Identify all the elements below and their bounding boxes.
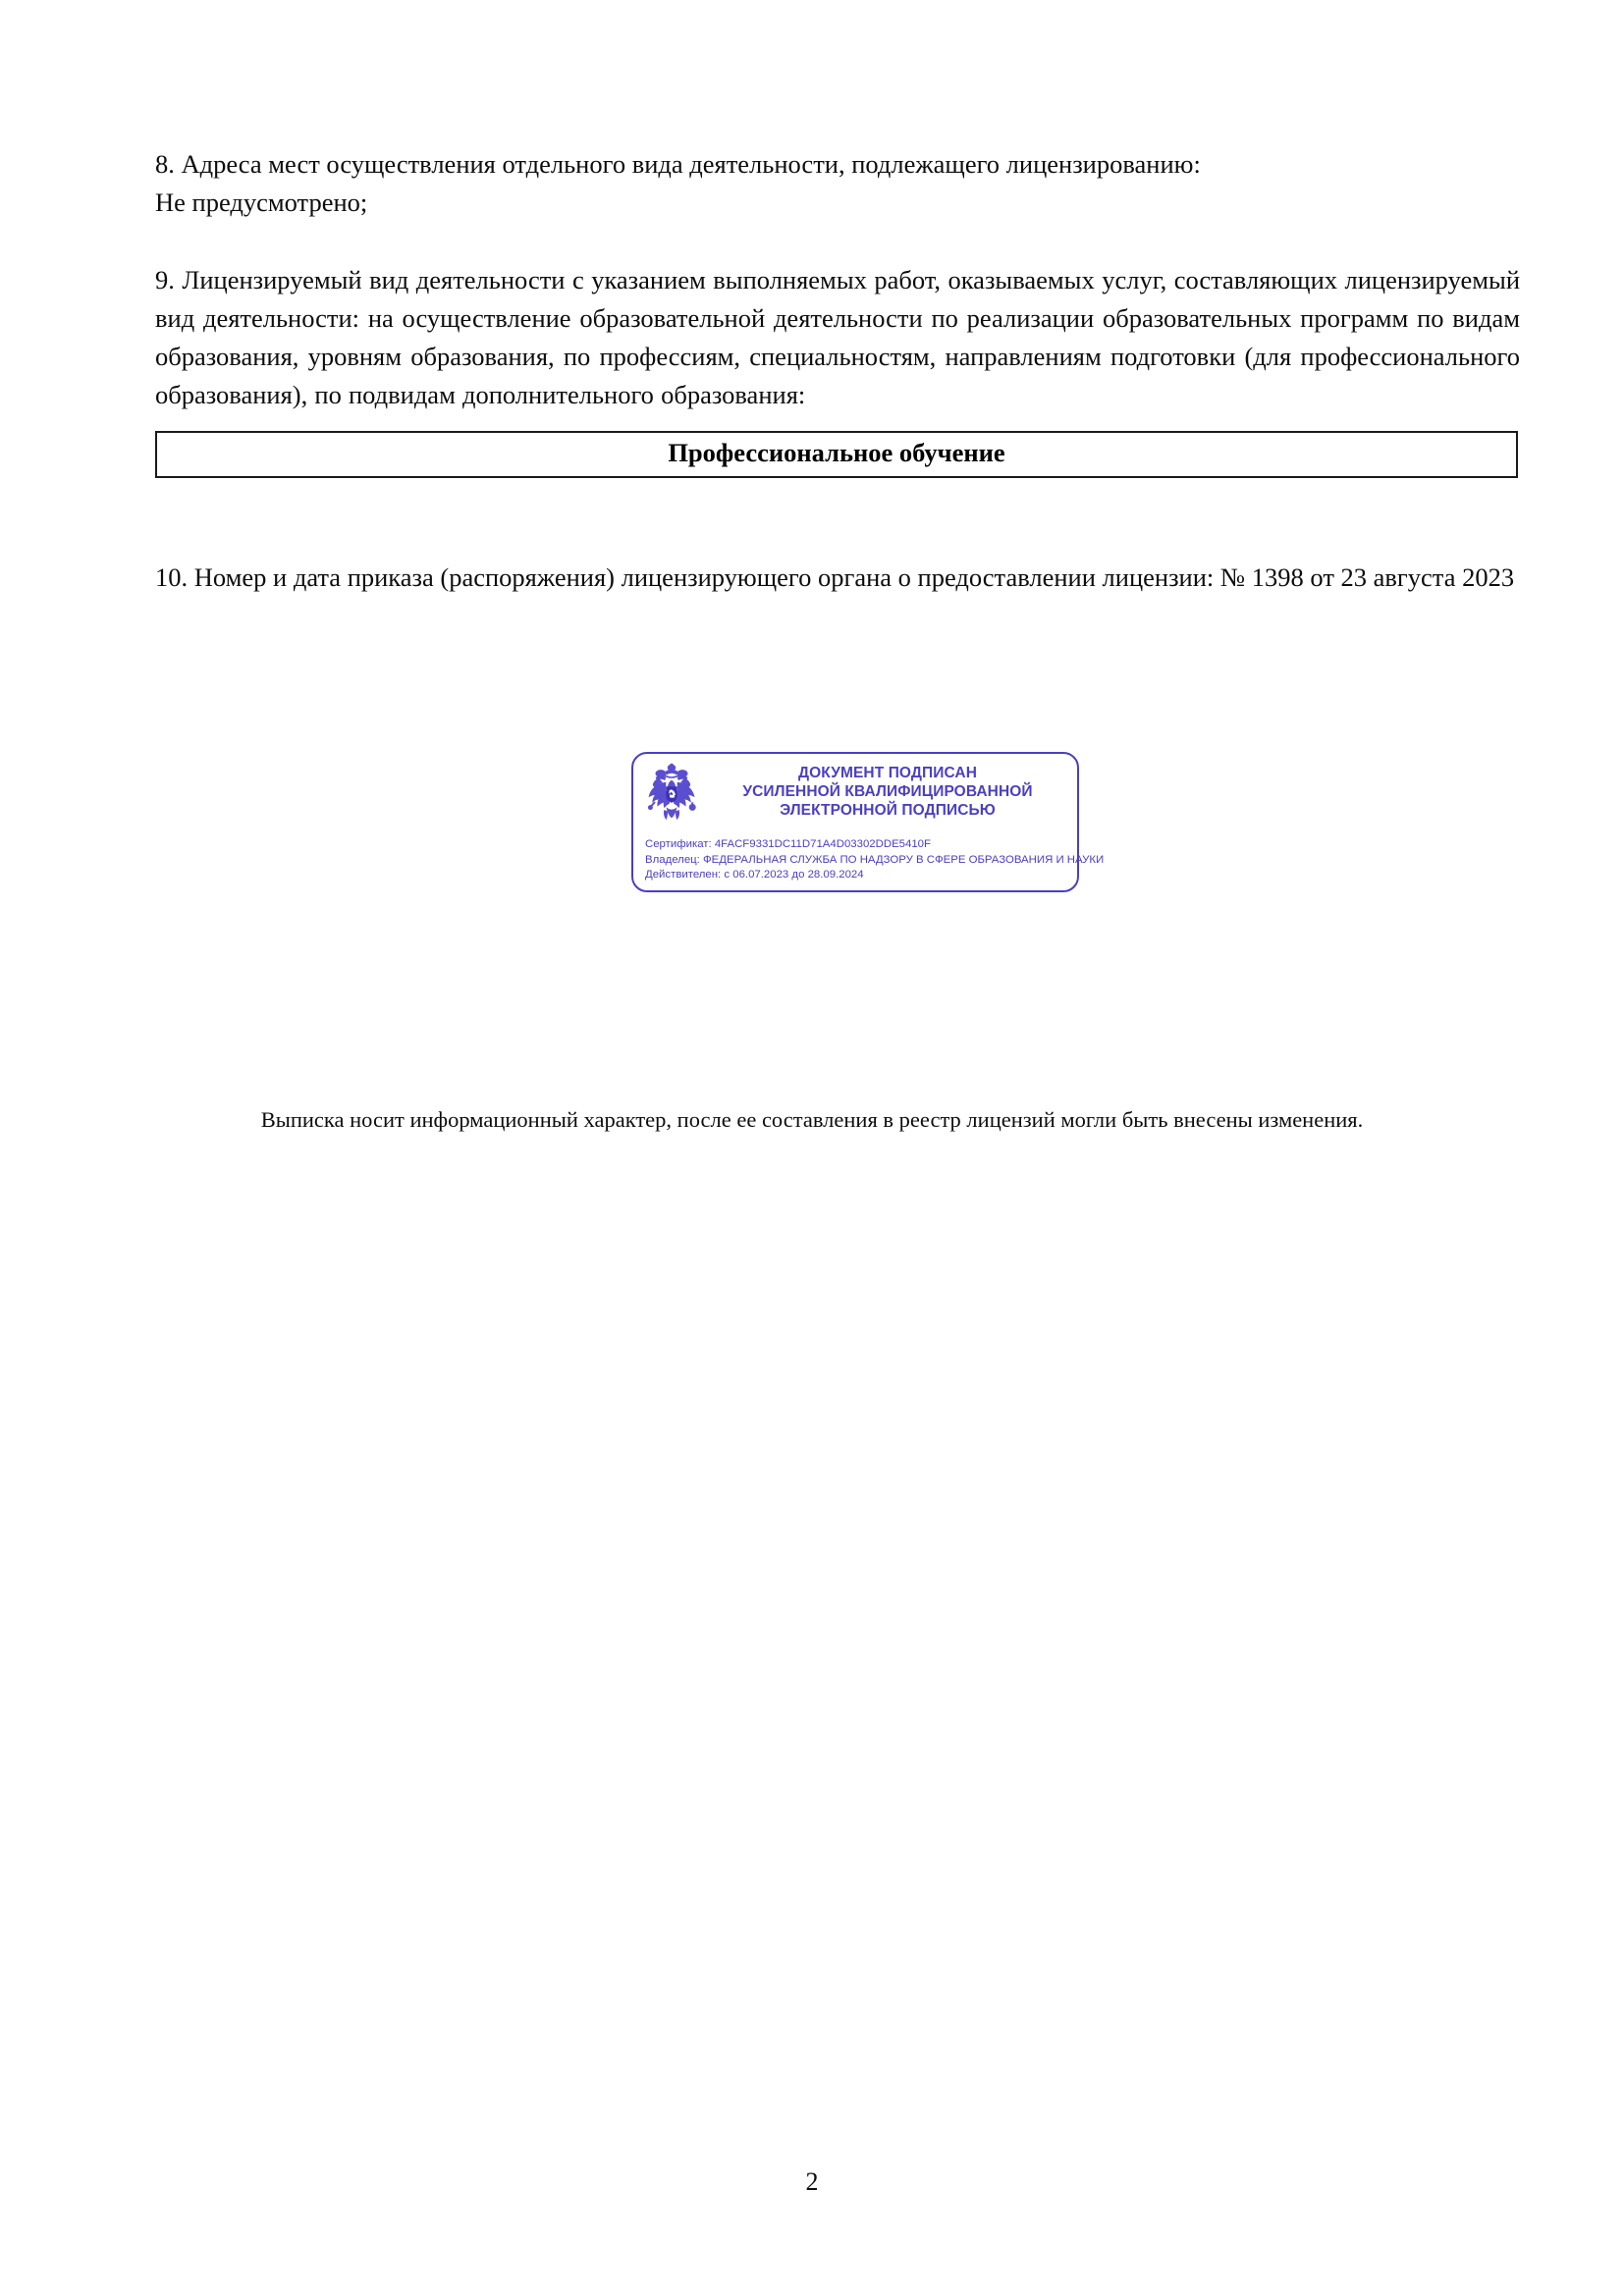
section-item-10 [155,559,1520,597]
stamp-detail-group [643,837,1105,883]
stamp-header [643,762,1067,832]
russian-coat-of-arms-icon [643,762,700,827]
spacer [155,222,1520,261]
stamp-owner-line: Владелец: ФЕДЕРАЛЬНАЯ СЛУЖБА ПО НАДЗОРУ В СФЕРЕ ОБРАЗОВАНИЯ И НАУКИ [645,853,1105,866]
item-10-text: 10. Номер и дата приказа (распоряжения) лицензирующего органа о предоставлении лицензии: № 1398 от 23 августа 2023 [155,561,1515,592]
stamp-headline-line-1: ДОКУМЕНТ ПОДПИСАН [797,765,978,781]
licensed-activity-value: Профессиональное обучение [668,438,1005,467]
item-8-heading: 8. Адреса мест осуществления отдельного вида деятельности, подлежащего лицензированию: [155,149,1201,179]
item-8-value: Не предусмотрено; [155,187,368,217]
document-body [155,145,1520,597]
stamp-headline-line-2: УСИЛЕННОЙ КВАЛИФИЦИРОВАННОЙ [742,783,1033,800]
item-9-text: 9. Лицензируемый вид деятельности с указанием выполняемых работ, оказываемых услуг, составляющих лицензируемый вид деятельности: на осуществление образовательной деятельности по реализации образовательных программ по видам образования, уровням образования, по профессиям, специальностям, направлениям подготовки (для профессионального образования), по подвидам дополнительного образования: [155,265,1520,409]
stamp-headline-line-3: ЭЛЕКТРОННОЙ ПОДПИСЬЮ [780,802,996,819]
page-number: 2 [805,2167,819,2196]
section-item-9 [155,261,1520,478]
stamp-headline-group [708,762,1067,820]
informational-disclaimer: Выписка носит информационный характер, после ее составления в реестр лицензий могли быть внесены изменения. [260,1107,1364,1132]
stamp-validity-line: Действителен: с 06.07.2023 до 28.09.2024 [645,869,864,881]
licensed-activity-box [155,431,1518,478]
stamp-frame [631,752,1105,892]
section-item-8 [155,145,1520,222]
stamp-certificate-line: Сертификат: 4FACF9331DC11D71A4D03302DDE5410F [645,838,931,850]
digital-signature-stamp [631,752,1105,892]
